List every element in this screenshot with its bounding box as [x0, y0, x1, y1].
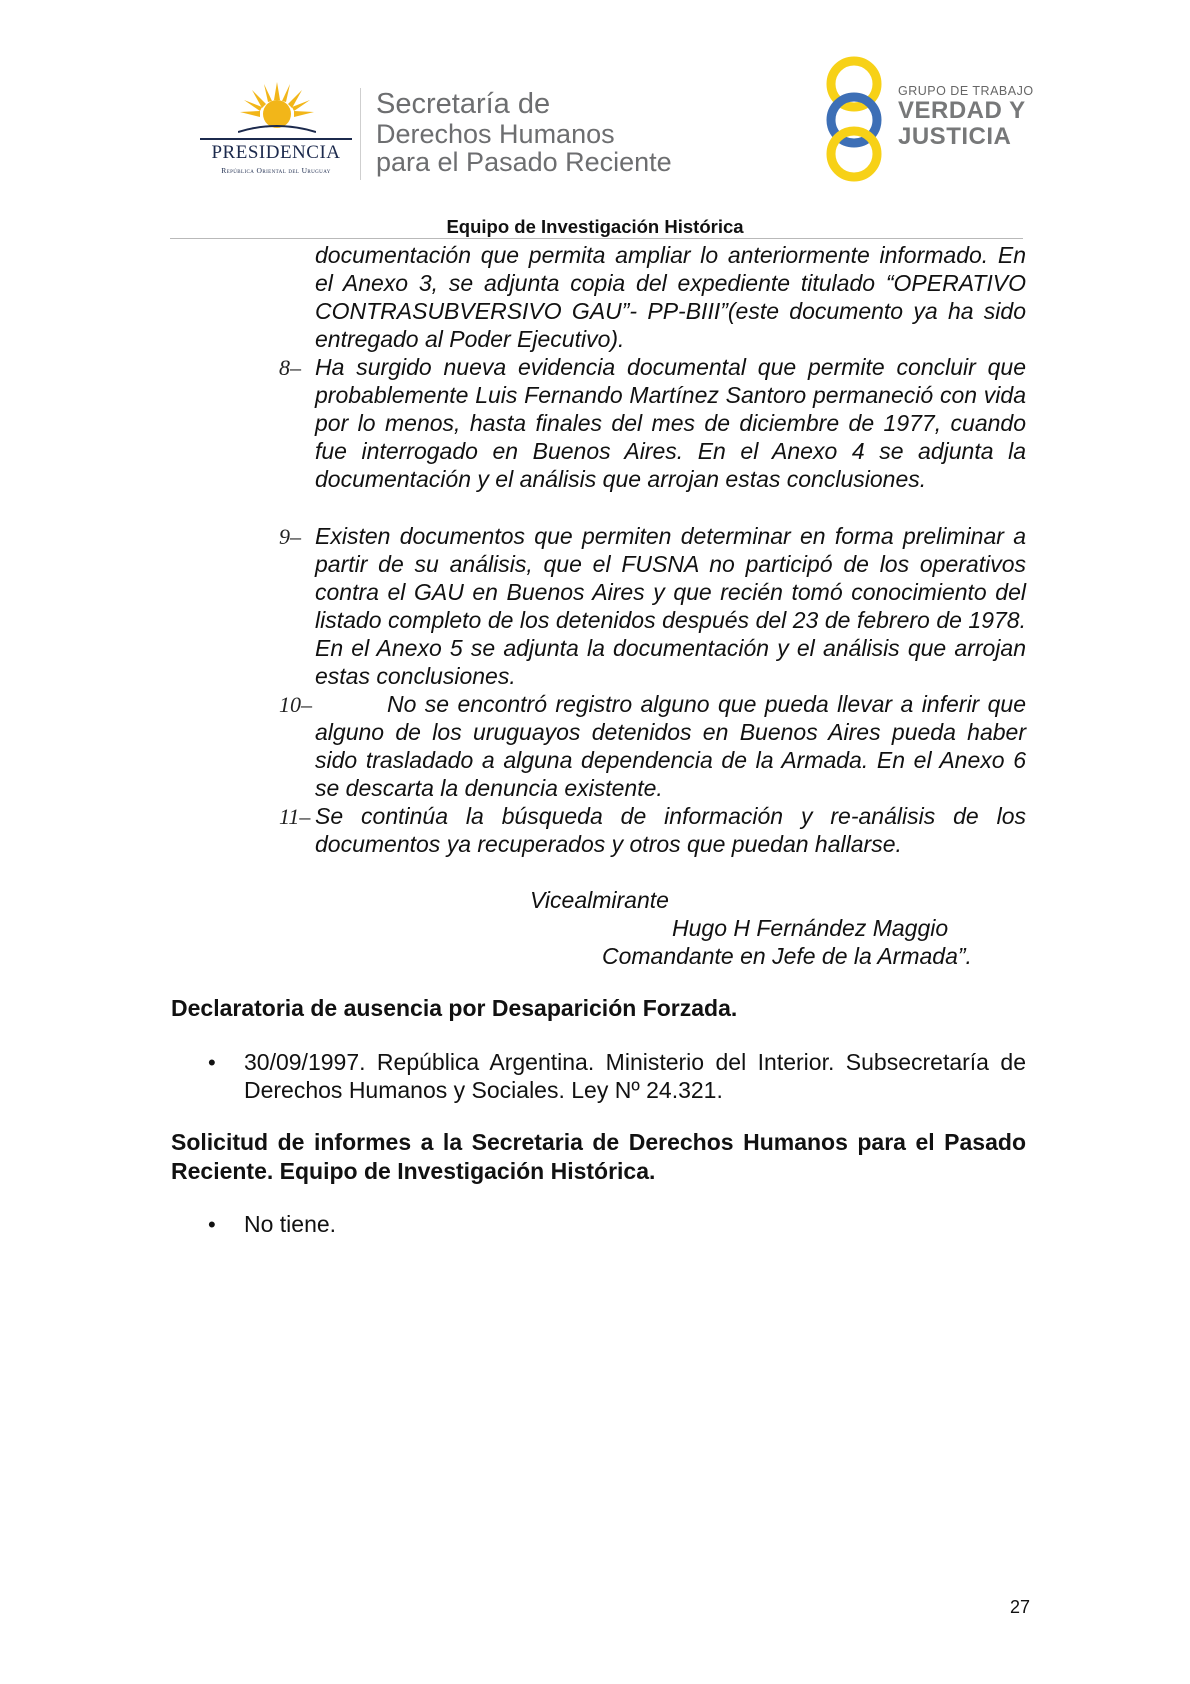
item-8-text: Ha surgido nueva evidencia documental que permite concluir que probablemente Luis Fernando Martínez Santoro permaneció con vida por lo menos, hasta finales del mes de diciembre de 1977, cuando fue interrogado en Buenos Aires. En el Anexo 4 se adjunta la documentación y el análisis que arrojan estas conclusiones.: [315, 354, 1026, 492]
gtvj-line-1: GRUPO DE TRABAJO: [898, 84, 1034, 98]
section-heading-declaratoria: Declaratoria de ausencia por Desaparición Forzada.: [171, 995, 738, 1021]
secretaria-line-2: Derechos Humanos: [376, 119, 615, 149]
item-10-number: 10–: [279, 692, 312, 717]
bullet-marker: •: [208, 1212, 216, 1237]
continuation-paragraph: documentación que permita ampliar lo anteriormente informado. En el Anexo 3, se adjunta copia del expediente titulado “OPERATIVO CONTRASUBVERSIVO GAU”- PP-BIII”(este documento ya ha sido entregado al Poder Ejecutivo).: [315, 242, 1026, 352]
item-8-number: 8–: [279, 355, 301, 380]
linked-rings-icon: [822, 54, 902, 184]
signature-rank: Vicealmirante: [530, 887, 669, 913]
item-9-number: 9–: [279, 524, 301, 549]
item-10-text: No se encontró registro alguno que pueda llevar a inferir que alguno de los uruguayos detenidos en Buenos Aires pueda haber sido trasladado a alguna dependencia de la Armada. En el Anexo 6 se descarta la denuncia existente.: [315, 691, 1026, 801]
signature-name: Hugo H Fernández Maggio: [672, 915, 949, 941]
item-11-text: Se continúa la búsqueda de información y re-análisis de los documentos ya recuperados y otros que puedan hallarse.: [315, 803, 1026, 857]
secretaria-line-1: Secretaría de: [376, 88, 551, 120]
presidencia-name: PRESIDENCIA: [211, 142, 341, 163]
page-number: 27: [1009, 1597, 1030, 1617]
item-11-number: 11–: [279, 804, 311, 829]
secretaria-line-3: para el Pasado Reciente: [376, 147, 672, 177]
bullet-marker: •: [208, 1050, 216, 1075]
header-rule: [170, 238, 1023, 239]
signature-title: Comandante en Jefe de la Armada”.: [602, 943, 972, 969]
sun-emblem-icon: [238, 80, 316, 140]
section-heading-solicitud: Solicitud de informes a la Secretaria de Derechos Humanos para el Pasado Reciente. Equipo de Investigación Histórica.: [171, 1129, 1026, 1184]
secretaria-logo-text: [376, 88, 736, 176]
gtvj-line-3: JUSTICIA: [898, 123, 1012, 150]
section-2-bullet-text: No tiene.: [244, 1211, 337, 1237]
presidencia-divider: [200, 138, 352, 140]
header-vertical-divider: [360, 88, 361, 180]
grupo-trabajo-logo: [822, 54, 1032, 184]
item-9-text: Existen documentos que permiten determinar en forma preliminar a partir de su análisis, que el FUSNA no participó de los operativos contra el GAU en Buenos Aires y que recién tomó conocimiento del listado completo de los detenidos después del 23 de febrero de 1978. En el Anexo 5 se adjunta la documentación y el análisis que arrojan estas conclusiones.: [315, 523, 1026, 689]
header-caption: Equipo de Investigación Histórica: [446, 216, 744, 237]
gtvj-line-2: VERDAD Y: [898, 97, 1026, 124]
section-1-bullet-text: 30/09/1997. República Argentina. Ministerio del Interior. Subsecretaría de Derechos Humanos y Sociales. Ley Nº 24.321.: [244, 1049, 1026, 1103]
presidencia-subtitle: República Oriental del Uruguay: [221, 166, 331, 175]
presidencia-logo: [196, 80, 356, 180]
